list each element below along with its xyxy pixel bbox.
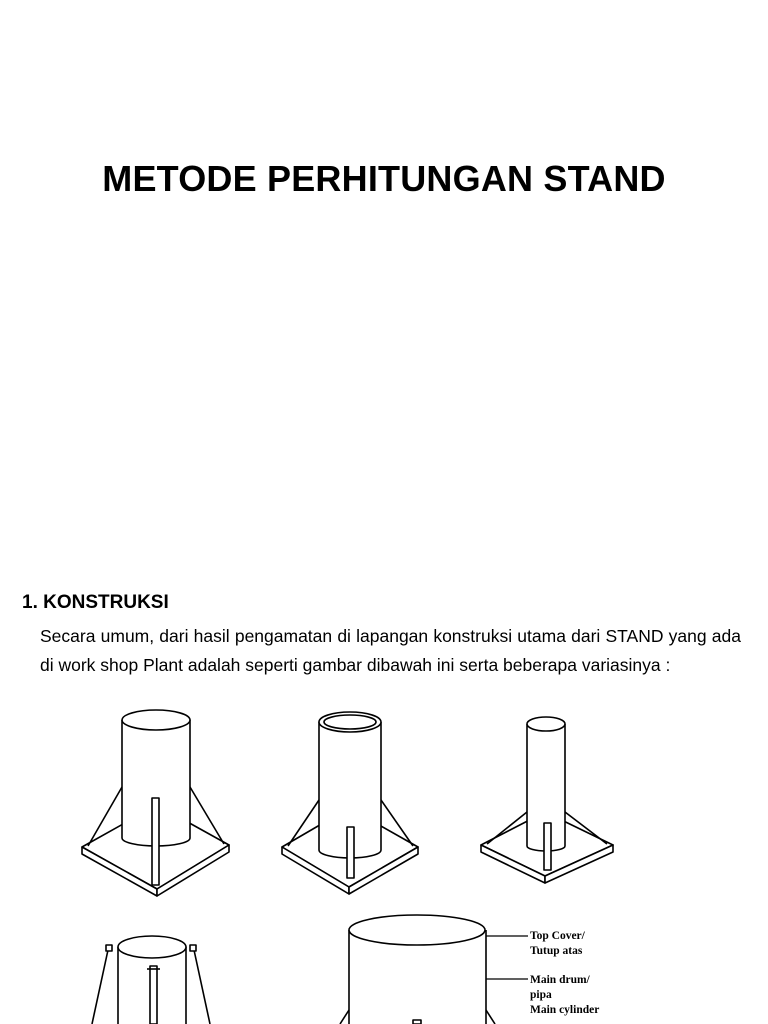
label-top-cover-line: Top Cover/ (530, 930, 585, 942)
label-top-cover-line: Tutup atas (530, 945, 583, 957)
label-main-drum-line: Main drum/ (530, 974, 590, 986)
section-heading: 1. KONSTRUKSI (22, 592, 169, 613)
label-top-cover (530, 929, 585, 959)
stand-illustration-4 (92, 936, 210, 1024)
page-title: METODE PERHITUNGAN STAND (102, 158, 666, 199)
stand-illustration-5 (340, 915, 528, 1024)
stand-illustration-3 (481, 717, 613, 883)
label-main-drum-line: Main cylinder (530, 1004, 600, 1016)
label-main-drum-line: pipa (530, 989, 552, 1001)
label-main-drum (530, 973, 599, 1018)
stand-illustration-2 (282, 712, 418, 894)
section-paragraph: Secara umum, dari hasil pengamatan di lapangan konstruksi utama dari STAND yang ada di work shop Plant adalah seperti gambar dibawah ini serta beberapa variasinya : (40, 626, 741, 675)
stand-illustration-1 (82, 710, 229, 896)
